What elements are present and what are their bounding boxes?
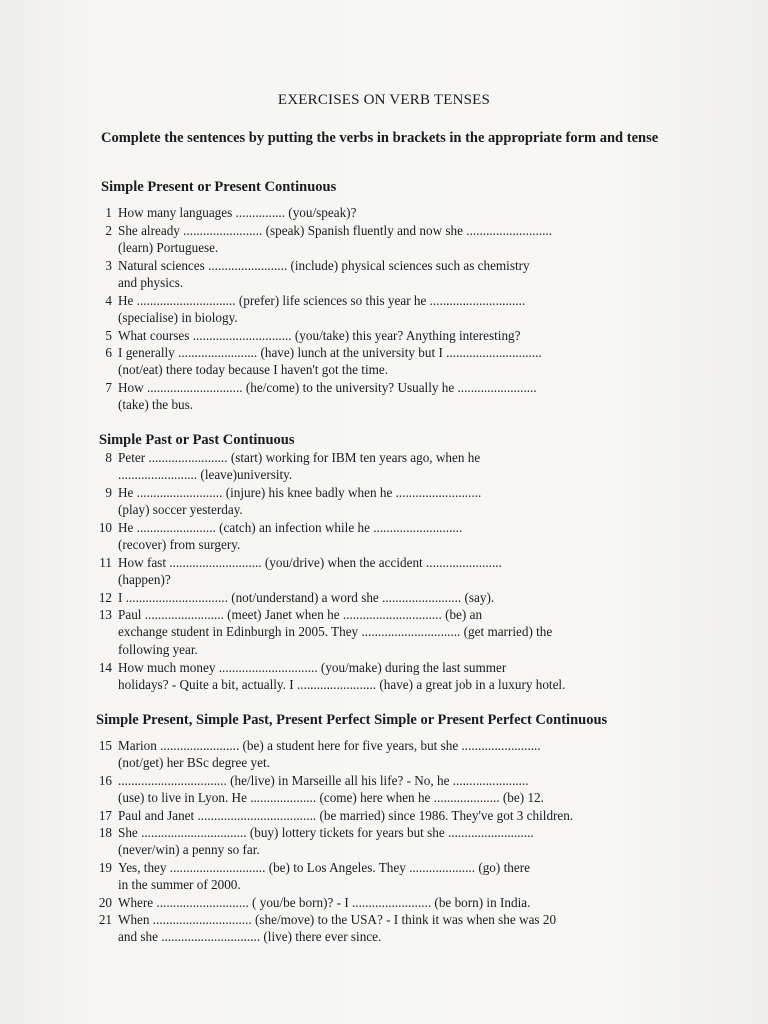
exercise-21: [90, 911, 690, 946]
exercise-number: 5: [105, 328, 112, 343]
exercise-2: [90, 222, 690, 257]
page-title: EXERCISES ON VERB TENSES: [277, 92, 491, 108]
exercise-number: 19: [98, 860, 112, 875]
exercise-number: 12: [98, 590, 112, 605]
exercise-text: Yes, they ............................. (be) to Los Angeles. They .................... (go) there in the summer of 2000.: [118, 860, 530, 893]
exercise-text: ................................. (he/live) in Marseille all his life? - No, he ....................... (use) to live in Lyon. He .................... (come) here when he .................... (be) 12.: [118, 773, 544, 806]
exercise-number: 14: [98, 660, 112, 675]
exercise-7: [90, 379, 690, 414]
exercise-text: Paul and Janet .................................... (be married) since 1986. They've got 3 children.: [118, 808, 574, 823]
exercise-text: She ................................ (buy) lottery tickets for years but she .......................... (never/win) a penny so far.: [118, 825, 534, 858]
exercise-number: 10: [98, 520, 112, 535]
exercise-text: He .......................... (injure) his knee badly when he .......................... (play) soccer yesterday.: [118, 485, 482, 518]
exercise-text: What courses .............................. (you/take) this year? Anything interesting?: [118, 328, 521, 343]
section-heading-perfect: Simple Present, Simple Past, Present Perfect Simple or Present Perfect Continuous: [96, 712, 608, 728]
exercise-19: [90, 859, 690, 894]
exercise-text: When .............................. (she/move) to the USA? - I think it was when she was 20 and she .............................. (live) there ever since.: [118, 912, 557, 945]
exercise-9: [90, 484, 690, 519]
exercise-10: [90, 519, 690, 554]
section-heading-present: Simple Present or Present Continuous: [101, 179, 337, 195]
exercise-6: [90, 344, 690, 379]
exercise-text: How ............................. (he/come) to the university? Usually he ........................ (take) the bus.: [118, 380, 537, 413]
exercise-text: She already ........................ (speak) Spanish fluently and now she .......................... (learn) Portuguese.: [118, 223, 553, 256]
exercise-number: 3: [105, 258, 112, 273]
exercise-number: 17: [98, 808, 112, 823]
exercise-number: 1: [105, 205, 112, 220]
exercise-number: 18: [98, 825, 112, 840]
exercise-number: 21: [98, 912, 112, 927]
exercise-number: 8: [105, 450, 112, 465]
instructions: Complete the sentences by putting the verbs in brackets in the appropriate form and tense: [101, 130, 659, 146]
exercise-4: [90, 292, 690, 327]
exercise-13: [90, 606, 690, 658]
exercise-15: [90, 737, 690, 772]
exercise-17: [90, 807, 690, 824]
exercise-text: How many languages ............... (you/speak)?: [118, 205, 357, 220]
exercise-text: I ............................... (not/understand) a word she ........................ (say).: [118, 590, 495, 605]
exercise-number: 11: [99, 555, 112, 570]
exercise-8: [90, 449, 690, 484]
exercise-5: [90, 327, 690, 344]
exercise-number: 6: [105, 345, 112, 360]
exercise-16: [90, 772, 690, 807]
exercise-number: 9: [105, 485, 112, 500]
exercise-text: Peter ........................ (start) working for IBM ten years ago, when he ........................ (leave)university.: [118, 450, 481, 483]
exercise-text: Paul ........................ (meet) Janet when he .............................. (be) an exchange student in Edinburgh in 2005. They .............................. (get married) the following year.: [118, 607, 553, 657]
exercise-12: [90, 589, 690, 606]
exercise-text: Where ............................ ( you/be born)? - I ........................ (be born) in India.: [118, 895, 531, 910]
exercise-text: How fast ............................ (you/drive) when the accident ....................... (happen)?: [118, 555, 502, 588]
exercise-text: Marion ........................ (be) a student here for five years, but she ........................ (not/get) her BSc degree yet.: [118, 738, 541, 771]
exercise-number: 13: [98, 607, 112, 622]
section-heading-past: Simple Past or Past Continuous: [99, 432, 295, 448]
exercise-text: How much money .............................. (you/make) during the last summer holidays? - Quite a bit, actually. I ........................ (have) a great job in a luxury hotel.: [118, 660, 566, 693]
exercise-number: 4: [105, 293, 112, 308]
exercise-18: [90, 824, 690, 859]
exercise-1: [90, 204, 690, 221]
exercise-number: 2: [105, 223, 112, 238]
exercise-number: 20: [98, 895, 112, 910]
exercise-number: 15: [98, 738, 112, 753]
exercise-20: [90, 894, 690, 911]
exercise-text: I generally ........................ (have) lunch at the university but I ............................. (not/eat) there today because I haven't got the time.: [118, 345, 542, 378]
exercise-text: Natural sciences ........................ (include) physical sciences such as chemistry and physics.: [118, 258, 530, 291]
exercise-number: 7: [105, 380, 112, 395]
exercise-text: He ........................ (catch) an infection while he ........................... (recover) from surgery.: [118, 520, 463, 553]
exercise-text: He .............................. (prefer) life sciences so this year he ............................. (specialise) in biology.: [118, 293, 526, 326]
exercise-11: [90, 554, 690, 589]
exercise-number: 16: [98, 773, 112, 788]
exercise-14: [90, 659, 690, 694]
exercise-3: [90, 257, 690, 292]
